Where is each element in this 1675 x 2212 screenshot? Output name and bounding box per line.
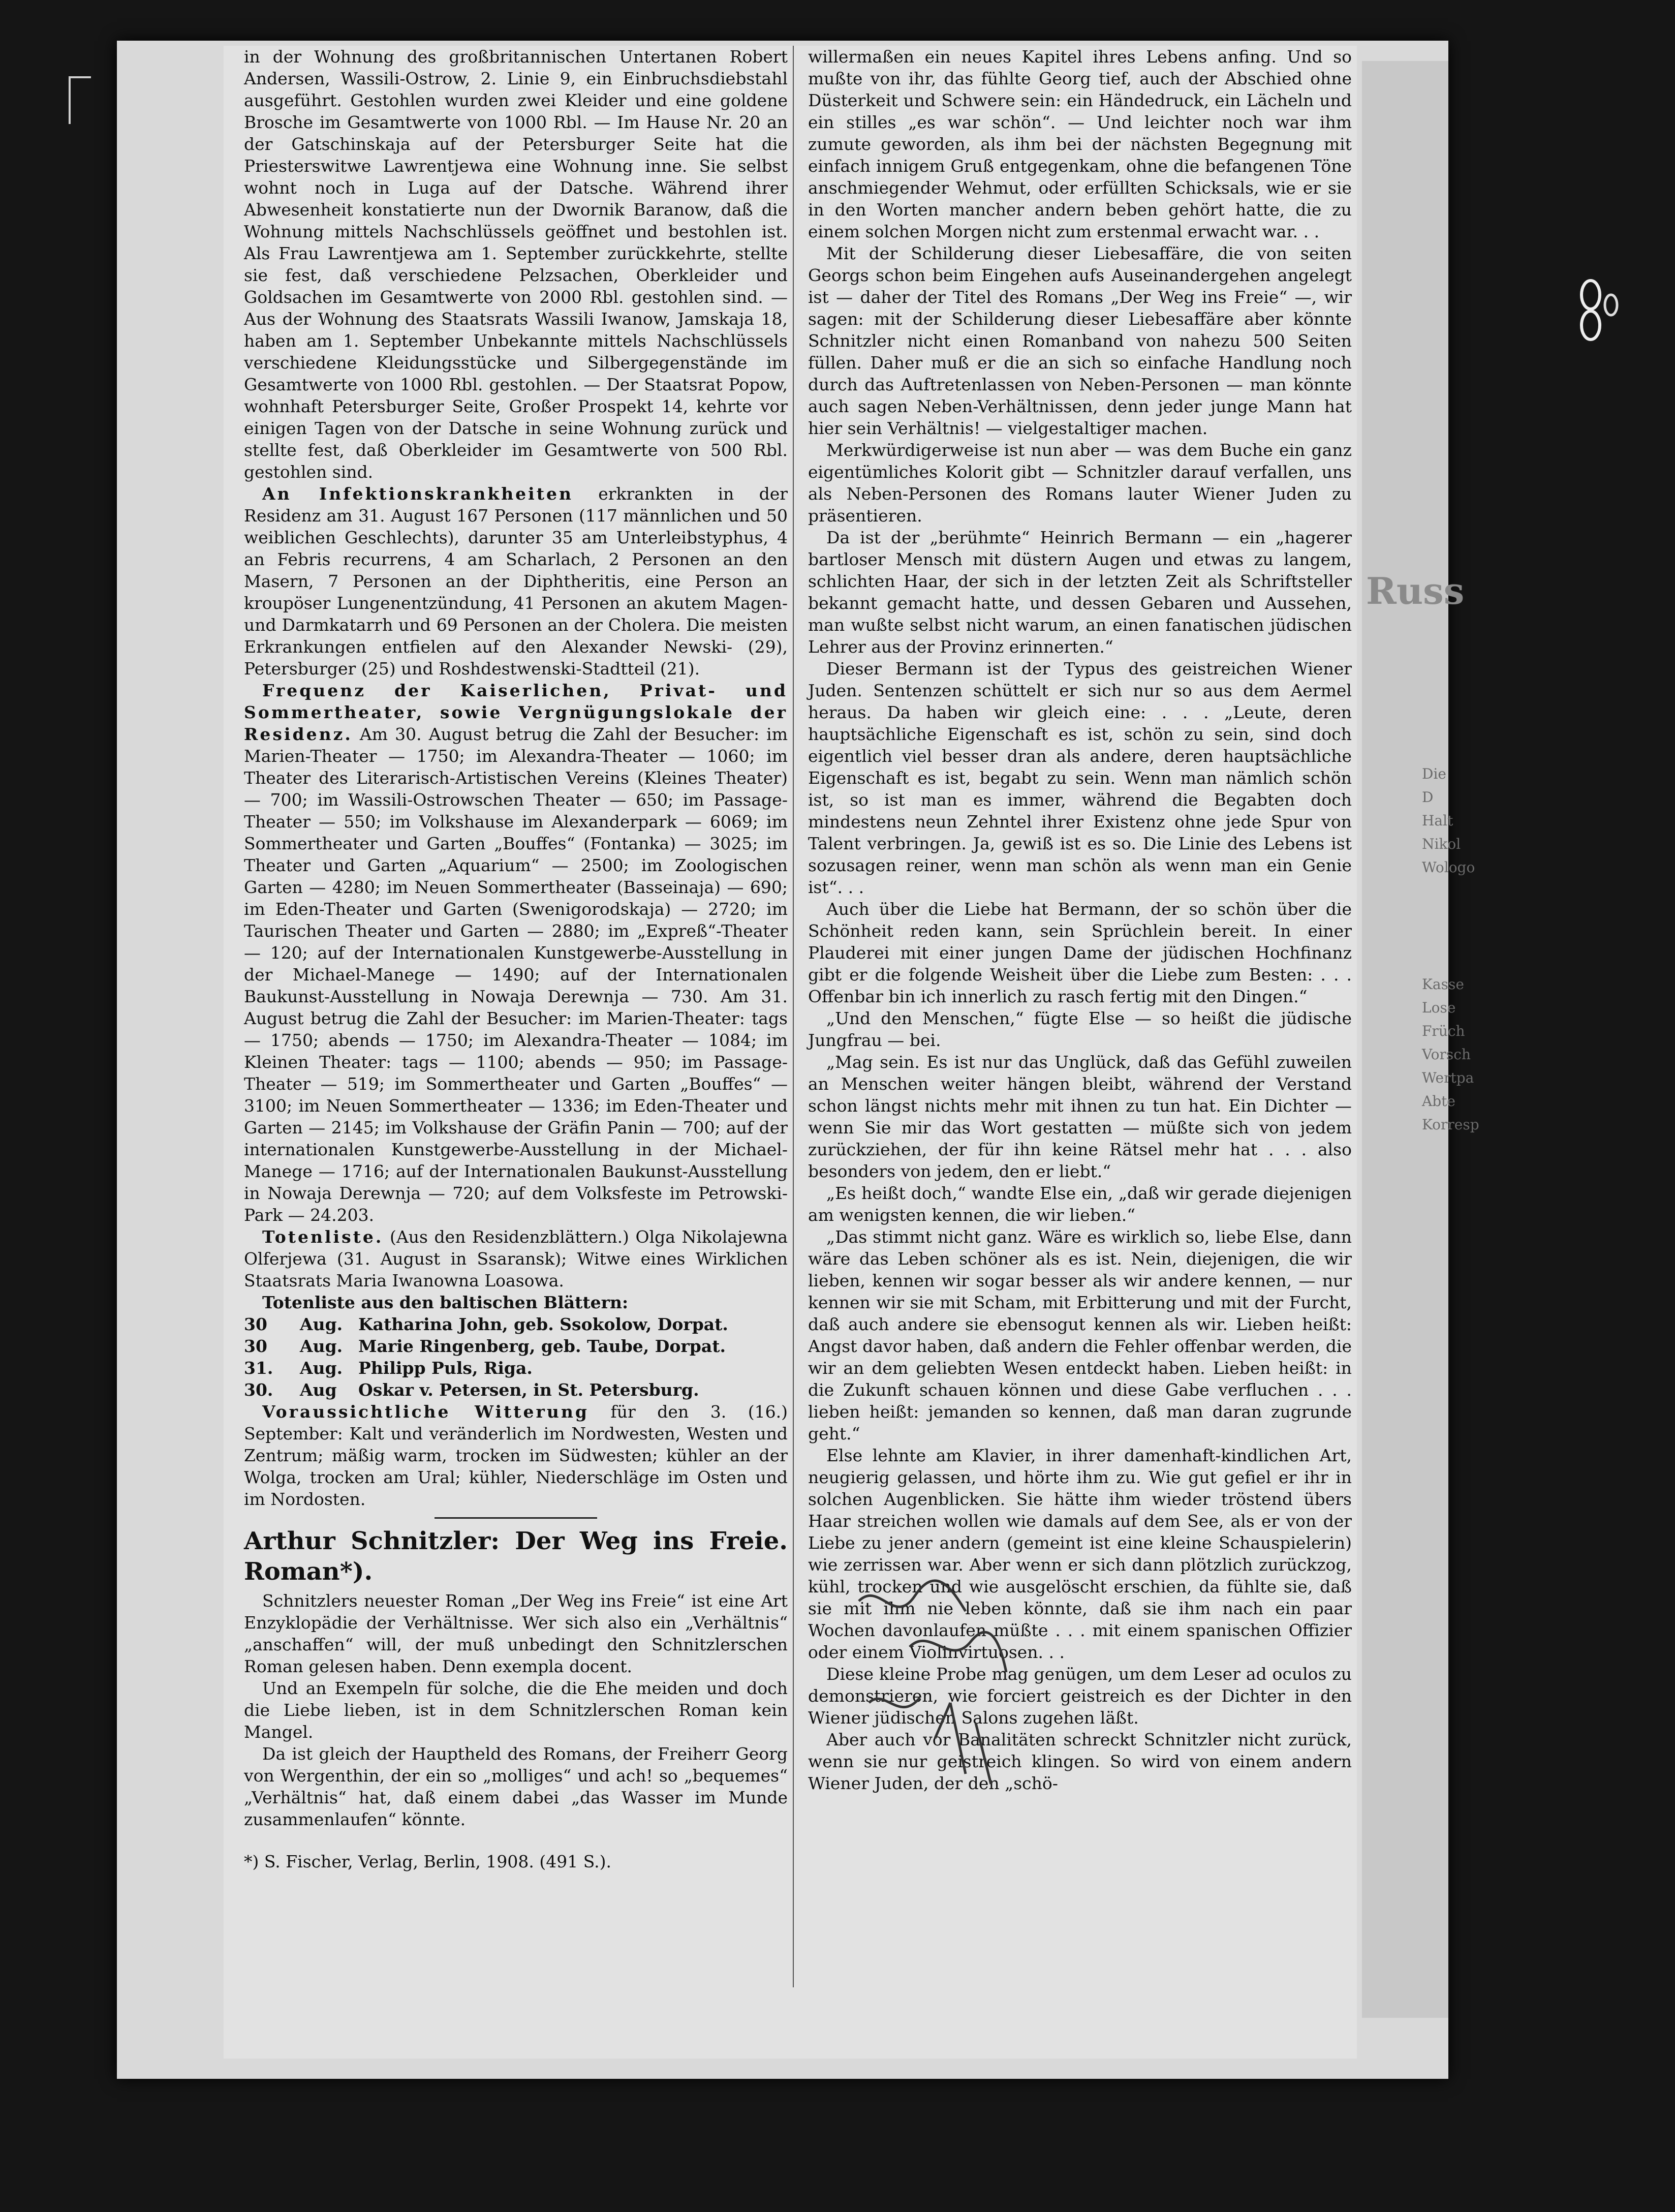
review-paragraph: Merkwürdigerweise ist nun aber — was dem Buche ein ganz eigentümliches Kolorit gibt — Schnitzler darauf verfallen, uns als Neben-Personen des Romans lauter Wiener Juden zu präsentieren. — [808, 440, 1352, 526]
theater-report-lead: Frequenz der Kaiserlichen, Privat- und Sommertheater, sowie Vergnügungslokale der Residenz. — [244, 681, 788, 744]
obituary-day: 30 — [244, 1314, 267, 1334]
death-list-lead: Totenliste. — [262, 1227, 384, 1247]
weather-forecast-body: für den 3. (16.) September: Kalt und veränderlich im Nordwesten, Westen und Zentrum; mäßig warm, trocken im Südwesten; kühler an der Wolga, trocken am Ural; kühler, Niederschläge im Osten und im Nordosten. — [244, 1402, 788, 1509]
review-paragraph: Dieser Bermann ist der Typus des geistreichen Wiener Juden. Sentenzen schüttelt er sich nur so aus dem Aermel heraus. Da haben wir gleich eine: . . . „Leute, deren hauptsächliche Eigenschaft es ist, schön zu sein, sind doch eigentlich viel besser dran als andere, deren hauptsächliche Eigenschaft es ist, begabt zu sein. Wenn man nämlich schön ist, so ist man es immer, während die Begabten doch mindestens neun Zehntel ihrer Existenz ohne jede Spur von Talent verbringen. Ja, gewiß ist es so. Die Linie des Lebens ist sozusagen reiner, wenn man schön als wenn man ein Genie ist“. . . — [808, 659, 1352, 897]
obituary-text: Oskar v. Petersen, in St. Petersburg. — [358, 1380, 699, 1400]
review-paragraph: Und an Exempeln für solche, die die Ehe meiden und doch die Liebe lieben, ist in dem Schnitzlerschen Roman kein Mangel. — [244, 1678, 788, 1742]
frame-corner-mark — [69, 76, 91, 124]
obituary-row — [244, 1357, 788, 1379]
obituary-day: 30. — [244, 1380, 273, 1400]
obituary-text: Philipp Puls, Riga. — [358, 1358, 533, 1378]
weather-forecast-lead: Voraussichtliche Witterung — [262, 1402, 589, 1422]
theater-attendance-report — [244, 680, 788, 1226]
weather-forecast — [244, 1401, 788, 1510]
column-divider — [793, 46, 794, 1987]
review-paragraph: „Mag sein. Es ist nur das Unglück, daß das Gefühl zuweilen an Menschen weiter hängen bleibt, während der Verstand schon längst nichts mehr mit ihnen zu tun hat. Ein Dichter — wenn Sie mir das Wort gestatten — müßte sich von jedem zurückziehen, der für ihn keine Rätsel mehr hat . . . also besonders von jedem, den er liebt.“ — [808, 1052, 1352, 1181]
review-paragraph: Aber auch vor Banalitäten schreckt Schnitzler nicht zurück, wenn sie nur geistreich klingen. So wird von einem andern Wiener Juden, der den „schö- — [808, 1730, 1352, 1793]
background-newspaper-page — [1362, 61, 1479, 2018]
publisher-footnote: *) S. Fischer, Verlag, Berlin, 1908. (491 S.). — [244, 1852, 611, 1871]
binding-mark-icon — [1575, 274, 1621, 346]
review-paragraph: Da ist der „berühmte“ Heinrich Bermann — ein „hagerer bartloser Mensch mit düstern Augen und etwas zu langem, schlichten Haar, der sich in der letzten Zeit als Schriftsteller bekannt gemacht hatte, und dessen Gebaren und Aussehen, man wußte selbst nicht warum, an einen fanatischen jüdischen Lehrer aus der Provinz erinnerten.“ — [808, 528, 1352, 657]
review-paragraph: Auch über die Liebe hat Bermann, der so schön über die Schönheit reden kann, sein Sprüchlein bereit. In einer Plauderei mit einer jungen Dame der jüdischen Hochfinanz gibt er die folgende Weisheit über die Liebe zum Besten: . . . Offenbar bin ich innerlich zu rasch fertig mit den Dingen.“ — [808, 899, 1352, 1006]
obituary-text: Katharina John, geb. Ssokolow, Dorpat. — [358, 1314, 728, 1334]
obituary-month: Aug. — [300, 1358, 343, 1378]
obituary-month: Aug. — [300, 1336, 343, 1356]
review-headline: Arthur Schnitzler: Der Weg ins Freie. Roman*). — [244, 1527, 788, 1586]
review-paragraph: „Es heißt doch,“ wandte Else ein, „daß wir gerade diejenigen am wenigsten kennen, die wir lieben.“ — [808, 1183, 1352, 1225]
burglary-report: in der Wohnung des großbritannischen Untertanen Robert Andersen, Wassili-Ostrow, 2. Linie 9, ein Einbruchsdiebstahl ausgeführt. Gestohlen wurden zwei Kleider und eine goldene Brosche im Gesamtwerte von 1000 Rbl. — Im Hause Nr. 20 an der Gatschinskaja auf der Petersburger Seite hat die Priesterswitwe Lawrentjewa eine Wohnung inne. Sie selbst wohnt noch in Luga auf der Datsche. Während ihrer Abwesenheit konstatierte nun der Dwornik Baranow, daß die Wohnung mittels Nachschlüssels geöffnet und bestohlen ist. Als Frau Lawrentjewa am 1. September zurückkehrte, stellte sie fest, daß verschiedene Pelzsachen, Oberkleider und Goldsachen im Gesamtwerte von 2000 Rbl. gestohlen sind. — Aus der Wohnung des Staatsrats Wassili Iwanow, Jamskaja 18, haben am 1. September Unbekannte mittels Nachschlüssels verschiedene Kleidungsstücke und Silbergegenstände im Gesamtwerte von 1000 Rbl. gestohlen. — Der Staatsrat Popow, wohnhaft Petersburger Seite, Großer Prospekt 14, kehrte vor einigen Tagen von der Datsche in seine Wohnung zurück und stellte fest, daß Oberkleider im Gesamtwerte von 500 Rbl. gestohlen sind. — [244, 47, 788, 482]
review-paragraph: Mit der Schilderung dieser Liebesaffäre, die von seiten Georgs schon beim Eingehen aufs Auseinandergehen angelegt ist — daher der Titel des Romans „Der Weg ins Freie“ —, wir sagen: mit der Schilderung dieser Liebesaffäre aber könnte Schnitzler nicht einen Romanband von nahezu 500 Seiten füllen. Daher muß er die an sich so einfache Handlung noch durch das Auftretenlassen von Neben-Personen — man könnte auch sagen Neben-Verhältnissen, denn jeder junge Mann hat hier sein Verhältnis! — vielgestaltiger machen. — [808, 243, 1352, 438]
obituary-day: 30 — [244, 1336, 267, 1356]
baltic-death-list-lead: Totenliste aus den baltischen Blättern: — [262, 1293, 629, 1312]
review-paragraph: Schnitzlers neuester Roman „Der Weg ins Freie“ ist eine Art Enzyklopädie der Verhältnisse. Wer sich also ein „Verhältnis“ „anschaffen“ will, der muß unbedingt den Schnitzlerschen Roman gelesen haben. Denn exempla docent. — [244, 1591, 788, 1676]
death-list-body: (Aus den Residenzblättern.) Olga Nikolajewna Olferjewa (31. August in Ssaransk); Witwe eines Wirklichen Staatsrats Maria Iwanowna Loasowa. — [244, 1227, 788, 1291]
newspaper-clipping — [224, 46, 1357, 2059]
obituary-row — [244, 1379, 788, 1401]
baltic-death-list — [244, 1313, 788, 1401]
review-paragraph: willermaßen ein neues Kapitel ihres Lebens anfing. Und so mußte von ihr, das fühlte Georg tief, auch der Abschied ohne Düsterkeit und Schwere sein: ein Händedruck, ein Lächeln und ein stilles „es war schön“. — Und leichter noch war ihm zumute geworden, als ihm bei der nächsten Begegnung mit einfach innigem Gruß entgegenkam, ohne die befangenen Töne anschmiegender Wehmut, oder erfüllten Schicksals, wie er sie in den Worten mancher andern beben gehört hatte, die zu einem solchen Morgen nicht zum erstenmal erwacht war. . . — [808, 47, 1352, 241]
obituary-month: Aug — [300, 1380, 337, 1400]
obituary-text: Marie Ringenberg, geb. Taube, Dorpat. — [358, 1336, 726, 1356]
obituary-row — [244, 1313, 788, 1335]
background-page-side-text: Die D Halt Nikol Wologo Kasse Lose Früch Vorsch Wertpa Abte Korresp — [1422, 765, 1479, 1133]
infection-report — [244, 483, 788, 680]
infection-report-lead: An Infektionskrankheiten — [262, 484, 573, 504]
theater-report-body: Am 30. August betrug die Zahl der Besucher: im Marien-Theater — 1750; im Alexandra-Theater — 1060; im Theater des Literarisch-Artistischen Vereins (Kleines Theater) — 700; im Wassili-Ostrowschen Theater — 650; im Passage-Theater — 550; im Volkshause im Alexanderpark — 6069; im Sommertheater und Garten „Bouffes“ (Fontanka) — 3025; im Theater und Garten „Aquarium“ — 2500; im Zoologischen Garten — 4280; im Neuen Sommertheater (Basseinaja) — 690; im Eden-Theater und Garten (Swenigorodskaja) — 2720; im Taurischen Theater und Garten — 2880; im „Expreß“-Theater — 120; auf der Internationalen Kunstgewerbe-Ausstellung in der Michael-Manege — 1490; auf der Internationalen Baukunst-Ausstellung in Nowaja Derewnja — 730. Am 31. August betrug die Zahl der Besucher: im Marien-Theater: tags — 1750; abends — 1750; im Alexandra-Theater — 1084; im Kleinen Theater: tags — 1100; abends — 950; im Passage-Theater — 519; im Sommertheater und Garten „Bouffes“ — 3100; im Neuen Sommertheater — 1336; im Eden-Theater und Garten — 2145; im Volkshause der Gräfin Panin — 700; auf der internationalen Kunstgewerbe-Ausstellung in der Michael-Manege — 1716; auf der Internationalen Baukunst-Ausstellung in Nowaja Derewnja — 720; auf dem Volksfeste im Petrowski-Park — 24.203. — [244, 724, 788, 1225]
section-divider — [435, 1517, 597, 1519]
right-column — [808, 46, 1352, 1794]
background-page-heading: Russ — [1366, 569, 1465, 612]
review-paragraph: Da ist gleich der Hauptheld des Romans, der Freiherr Georg von Wergenthin, der ein so „molliges“ und ach! so „bequemes“ „Verhältnis“ hat, daß einem dabei „das Wasser im Munde zusammenlaufen“ könnte. — [244, 1744, 788, 1829]
obituary-row — [244, 1335, 788, 1357]
review-paragraph: Else lehnte am Klavier, in ihrer damenhaft-kindlichen Art, neugierig gelassen, und hörte ihm zu. Wie gut gefiel er ihr in solchen Augenblicken. Sie hätte ihm wieder tröstend übers Haar streichen wollen wie damals auf dem See, als er von der Liebe zu jener andern (gemeint ist eine kleine Schauspielerin) wie zerrissen war. Aber wenn er sich dann plötzlich zurückzog, kühl, trocken und wie ausgelöscht erschien, da fühlte sie, daß sie mit ihm nie leben könnte, daß sie ihm nach ein paar Wochen davonlaufen müßte . . . mit einem spanischen Offizier oder einem Violinvirtuosen. . . — [808, 1446, 1352, 1662]
obituary-month: Aug. — [300, 1314, 343, 1334]
obituary-day: 31. — [244, 1358, 273, 1378]
review-paragraph: „Das stimmt nicht ganz. Wäre es wirklich so, liebe Else, dann wäre das Leben schöner als es ist. Nein, diejenigen, die wir lieben, kennen wir sogar besser als wir andere kennen, — nur kennen wir sie mit Scham, mit Erbitterung und mit der Furcht, daß auch andere sie ebensogut kennen als wir. Lieben heißt: Angst davor haben, daß andern die Fehler offenbar werden, die wir an dem geliebten Wesen entdeckt haben. Lieben heißt: in die Zukunft schauen können und diese Gabe verfluchen . . . lieben heißt: jemanden so kennen, daß man daran zugrunde geht.“ — [808, 1227, 1352, 1443]
review-paragraph: Diese kleine Probe mag genügen, um dem Leser ad oculos zu demonstrieren, wie forciert geistreich es der Dichter in den Wiener jüdischen Salons zugehen läßt. — [808, 1664, 1352, 1728]
death-list — [244, 1226, 788, 1292]
review-paragraph: „Und den Menschen,“ fügte Else — so heißt die jüdische Jungfrau — bei. — [808, 1008, 1352, 1050]
left-column — [244, 46, 788, 1872]
infection-report-body: erkrankten in der Residenz am 31. August 167 Personen (117 männlichen und 50 weiblichen Geschlechts), darunter 35 am Unterleibstyphus, 4 an Febris recurrens, 4 am Scharlach, 2 Personen an den Masern, 7 Personen an der Diphtheritis, eine Person an kroupöser Lungenentzündung, 41 Personen an akutem Magen- und Darmkatarrh und 69 Personen an der Cholera. Die meisten Erkrankungen entfielen auf den Alexander Newski- (29), Petersburger (25) und Roshdestwenski-Stadtteil (21). — [244, 484, 788, 679]
